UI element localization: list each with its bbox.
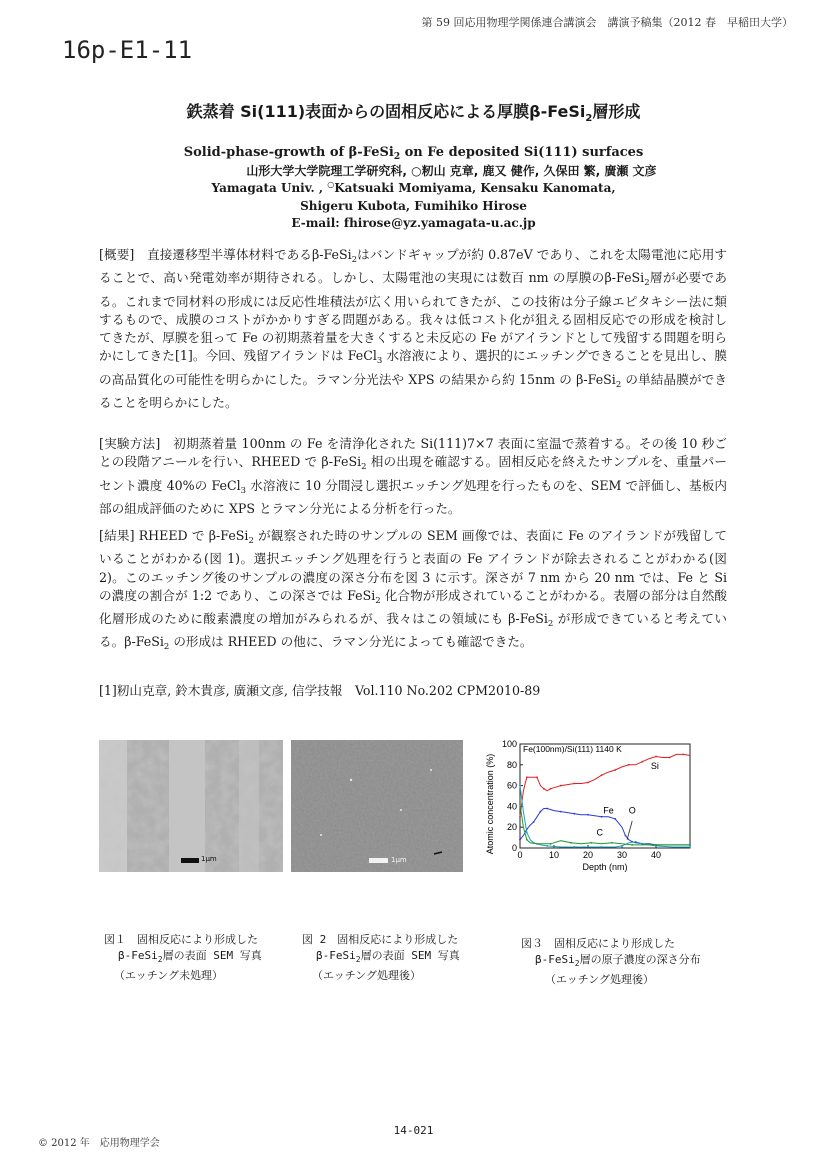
- title-ja-subscript: 2: [585, 113, 593, 124]
- author-block: [0, 144, 827, 232]
- figure-1-sem-image: [99, 740, 283, 872]
- data-point-o: [526, 832, 528, 834]
- data-point-o: [601, 846, 603, 848]
- y-tick-label: 60: [506, 780, 517, 791]
- sem-texture-1: [99, 740, 283, 872]
- y-tick-label: 80: [506, 759, 517, 770]
- x-tick-label: 10: [548, 850, 560, 860]
- data-point-si: [574, 783, 576, 785]
- x-axis-label: Depth (nm): [582, 862, 628, 872]
- scale-label-2: 1μm: [391, 856, 407, 864]
- methods-text-1: [実験方法] 初期蒸着量 100nm の Fe を清浄化された Si(111)7×7 表面に室温で蒸着する。その後 10 秒ごとの段階アニールを行い、RHEED で β-FeSi: [99, 436, 727, 470]
- depth-profile-chart: [478, 734, 693, 884]
- figure-3-caption: [521, 936, 701, 988]
- abstract-text-1: [概要] 直接遷移型半導体材料であるβ-FeSi: [99, 247, 352, 262]
- data-point-fe: [533, 821, 535, 823]
- copyright: © 2012 年 応用物理学会: [38, 1138, 160, 1149]
- data-point-o: [574, 846, 576, 848]
- data-point-c: [536, 843, 538, 845]
- results-sub-4: 2: [163, 642, 170, 653]
- data-point-fe: [540, 811, 542, 813]
- scale-bar-2: [369, 858, 388, 863]
- title-en-subscript: 2: [393, 152, 401, 162]
- methods-text-3: 水溶液に 10 分間浸し選択エッチング処理を行ったものを、SEM で評価し、基板内部の組成評価のために XPS とラマン分光による分析を行った。: [99, 477, 727, 516]
- data-point-si: [614, 769, 616, 771]
- presenter-mark: ○: [327, 179, 335, 189]
- fig3-cap-sub: 2: [574, 959, 580, 968]
- y-tick-label: 0: [511, 843, 517, 853]
- email-address: E-mail: fhirose@yz.yamagata-u.ac.jp: [291, 216, 536, 230]
- proceedings-header: 第 59 回応用物理学関係連合講演会 講演予稿集（2012 春 早稲田大学）: [421, 16, 793, 29]
- data-point-fe: [574, 813, 576, 815]
- x-tick-label: 0: [517, 850, 523, 860]
- fig2-cap-desc: 層の表面 SEM 写真: [360, 949, 460, 962]
- data-point-si: [519, 816, 521, 818]
- methods-text-2: 相の出現を確認する。固相反応を終えたサンプルを、重量パーセント濃度 40%の FeCl: [99, 454, 727, 493]
- data-point-c: [519, 803, 521, 805]
- abstract-text-2: はバンドギャップが約 0.87eV であり、これを太陽電池に応用することで、高い発電効率が期待される。しかし、太陽電池の実現には数百 nm の厚膜のβ-FeSi: [99, 247, 727, 286]
- data-point-o: [519, 785, 521, 787]
- title-en-main: Solid-phase-growth of β-FeSi: [183, 145, 394, 160]
- fig2-cap-material: β-FeSi: [316, 949, 356, 962]
- results-text-4: が形成できていると考えている。β-FeSi: [99, 611, 727, 650]
- fig3-cap-material: β-FeSi: [535, 953, 575, 966]
- data-point-si: [526, 776, 528, 778]
- results-sub-3: 2: [547, 619, 554, 630]
- abstract-sub-3: 3: [376, 356, 383, 367]
- data-point-si: [601, 774, 603, 776]
- abstract-sub-2: 2: [644, 278, 650, 289]
- data-point-si: [682, 754, 684, 756]
- y-tick-label: 40: [506, 801, 517, 812]
- data-point-si: [550, 788, 552, 790]
- results-text-2: が観察された時のサンプルの SEM 画像では、表面に Fe のアイランドが残留していることがわかる(図 1)。選択エッチング処理を行うと表面の Fe アイランドが除去されることがわかる(図 2)。このエッチング後のサンプルの濃度の深さ分布を図 3 に示す。深さが 7 nm から 20 nm では、Fe と Si の濃度の割合が 1:2 であり、この深さでは FeSi: [99, 528, 728, 603]
- figure-2-sem-image: [291, 740, 463, 872]
- y-axis-label: Atomic concentration (%): [485, 753, 495, 855]
- data-point-c: [526, 839, 528, 841]
- fig1-cap-desc: 層の表面 SEM 写真: [162, 949, 262, 962]
- fig2-caption-line1: 図 2 固相反応により形成した: [302, 933, 459, 946]
- data-point-c: [611, 842, 613, 844]
- fig1-caption-line2: [104, 948, 262, 968]
- data-point-si: [642, 761, 644, 763]
- affiliation-en: Yamagata Univ. ,: [211, 181, 328, 195]
- fig3-cap-desc: 層の原子濃度の深さ分布: [579, 953, 701, 966]
- data-point-o: [546, 845, 548, 847]
- data-point-fe: [601, 816, 603, 818]
- data-point-c: [655, 844, 657, 846]
- title-english: [0, 144, 827, 163]
- data-point-c: [631, 844, 633, 846]
- chart-title: Fe(100nm)/Si(111) 1140 K: [523, 744, 622, 754]
- title-japanese: [0, 99, 827, 122]
- abstract-paragraph: [99, 246, 727, 412]
- fig2-caption-line3: （エッチング処理後）: [312, 969, 422, 982]
- fig1-caption-line1: 図１ 固相反応により形成した: [104, 933, 258, 946]
- data-point-si: [669, 757, 671, 759]
- scale-label-1: 1μm: [201, 855, 217, 863]
- data-point-o: [635, 841, 637, 843]
- data-point-c: [591, 842, 593, 844]
- data-point-fe: [587, 814, 589, 816]
- data-point-o: [689, 846, 691, 848]
- authors-japanese: 山形大学大学院理工学研究科, ○籾山 克章, 鹿又 健作, 久保田 繁, 廣瀬 文彦: [246, 164, 657, 178]
- series-label-si: Si: [650, 760, 659, 771]
- authors-en-names: Katsuaki Momiyama, Kensaku Kanomata,: [334, 181, 616, 195]
- abstract-text-5: の単結晶膜ができることを明らかにした。: [99, 371, 727, 411]
- series-label-c: C: [596, 827, 603, 838]
- data-point-fe: [614, 818, 616, 820]
- abstract-text-4: 水溶液により、選択的にエッチングできることを見出し、膜の高品質化の可能性を明らかにした。ラマン分光法や XPS の結果から約 15nm の β-FeSi: [99, 348, 727, 387]
- sem-texture-2: [291, 740, 463, 872]
- data-point-si: [628, 764, 630, 766]
- data-point-si: [543, 788, 545, 790]
- fig3-caption-line3: （エッチング処理後）: [545, 973, 655, 986]
- fig2-caption-line2: [302, 948, 460, 968]
- fig1-caption-line3: （エッチング未処理）: [114, 969, 224, 982]
- fig1-cap-sub: 2: [157, 955, 163, 964]
- series-label-fe: Fe: [603, 805, 614, 816]
- title-ja-main: 鉄蒸着 Si(111)表面からの固相反応による厚膜β-FeSi: [186, 102, 586, 121]
- data-point-fe: [625, 835, 627, 837]
- results-text-3: 化合物が形成されていることがわかる。表層の部分は自然酸化層形成のために酸素濃度の増加がみられるが、我々はこの領域にも β-FeSi: [99, 587, 727, 627]
- y-tick-label: 20: [506, 822, 517, 833]
- data-point-si: [560, 785, 562, 787]
- results-sub-2: 2: [375, 595, 381, 606]
- methods-sub-1: 2: [361, 462, 367, 473]
- data-point-si: [655, 756, 657, 758]
- x-tick-label: 30: [616, 850, 628, 860]
- authors-english-2: Shigeru Kubota, Fumihiko Hirose: [300, 199, 527, 213]
- results-paragraph: [99, 527, 727, 657]
- figure-1-caption: [104, 932, 262, 984]
- data-point-fe: [546, 808, 548, 810]
- fig3-caption-line1: 図３ 固相反応により形成した: [521, 937, 675, 950]
- scale-bar-1: [181, 858, 199, 863]
- data-point-c: [689, 844, 691, 846]
- figure-3-depth-profile: [478, 734, 693, 884]
- page-number: 14-021: [393, 1124, 434, 1137]
- title-en-end: on Fe deposited Si(111) surfaces: [400, 145, 644, 160]
- series-label-o: O: [628, 805, 636, 816]
- data-point-si: [587, 782, 589, 784]
- abstract-sub-4: 2: [615, 379, 622, 390]
- data-point-si: [536, 776, 538, 778]
- paper-code: 16p-E1-11: [62, 36, 193, 64]
- methods-sub-2: 3: [240, 485, 247, 496]
- data-point-o: [621, 845, 623, 847]
- label-pointer-o: [627, 821, 632, 840]
- x-tick-label: 40: [650, 850, 662, 860]
- methods-paragraph: [99, 435, 727, 518]
- abstract-text-3: 層が必要である。これまで同材料の形成には反応性堆積法が広く用いられてきたが、この技術は分子線エピタキシー法に類するもので、成膜のコストがかかりすぎる問題がある。我々は低コスト化が狙える固相反応での形成を検討してきたが、厚膜を狙って Fe の初期蒸着量を大きくすると未反応の Fe がアイランドとして残留する問題を明らかにしてきた[1]。今回、残留アイランドは FeCl: [99, 270, 727, 364]
- title-ja-end: 層形成: [592, 102, 641, 121]
- fig3-caption-line2: [521, 952, 701, 972]
- y-tick-label: 100: [501, 739, 517, 749]
- x-tick-label: 20: [582, 850, 594, 860]
- results-text-1: [結果] RHEED で β-FeSi: [99, 528, 249, 543]
- fig2-cap-sub: 2: [355, 955, 361, 964]
- data-point-c: [570, 842, 572, 844]
- abstract-sub-1: 2: [351, 255, 358, 265]
- data-point-fe: [519, 839, 521, 841]
- authors-english-1: [0, 180, 827, 198]
- figure-2-caption: [302, 932, 460, 984]
- reference: [1]籾山克章, 鈴木貴彦, 廣瀬文彦, 信学技報 Vol.110 No.202 CPM2010-89: [99, 683, 541, 698]
- results-text-5: の形成は RHEED の他に、ラマン分光によっても確認できた。: [169, 634, 533, 650]
- plot-frame: [520, 744, 690, 848]
- data-point-fe: [560, 811, 562, 813]
- fig1-cap-material: β-FeSi: [118, 949, 158, 962]
- data-point-c: [550, 843, 552, 845]
- results-sub-1: 2: [248, 536, 254, 546]
- series-line-o: [520, 786, 690, 847]
